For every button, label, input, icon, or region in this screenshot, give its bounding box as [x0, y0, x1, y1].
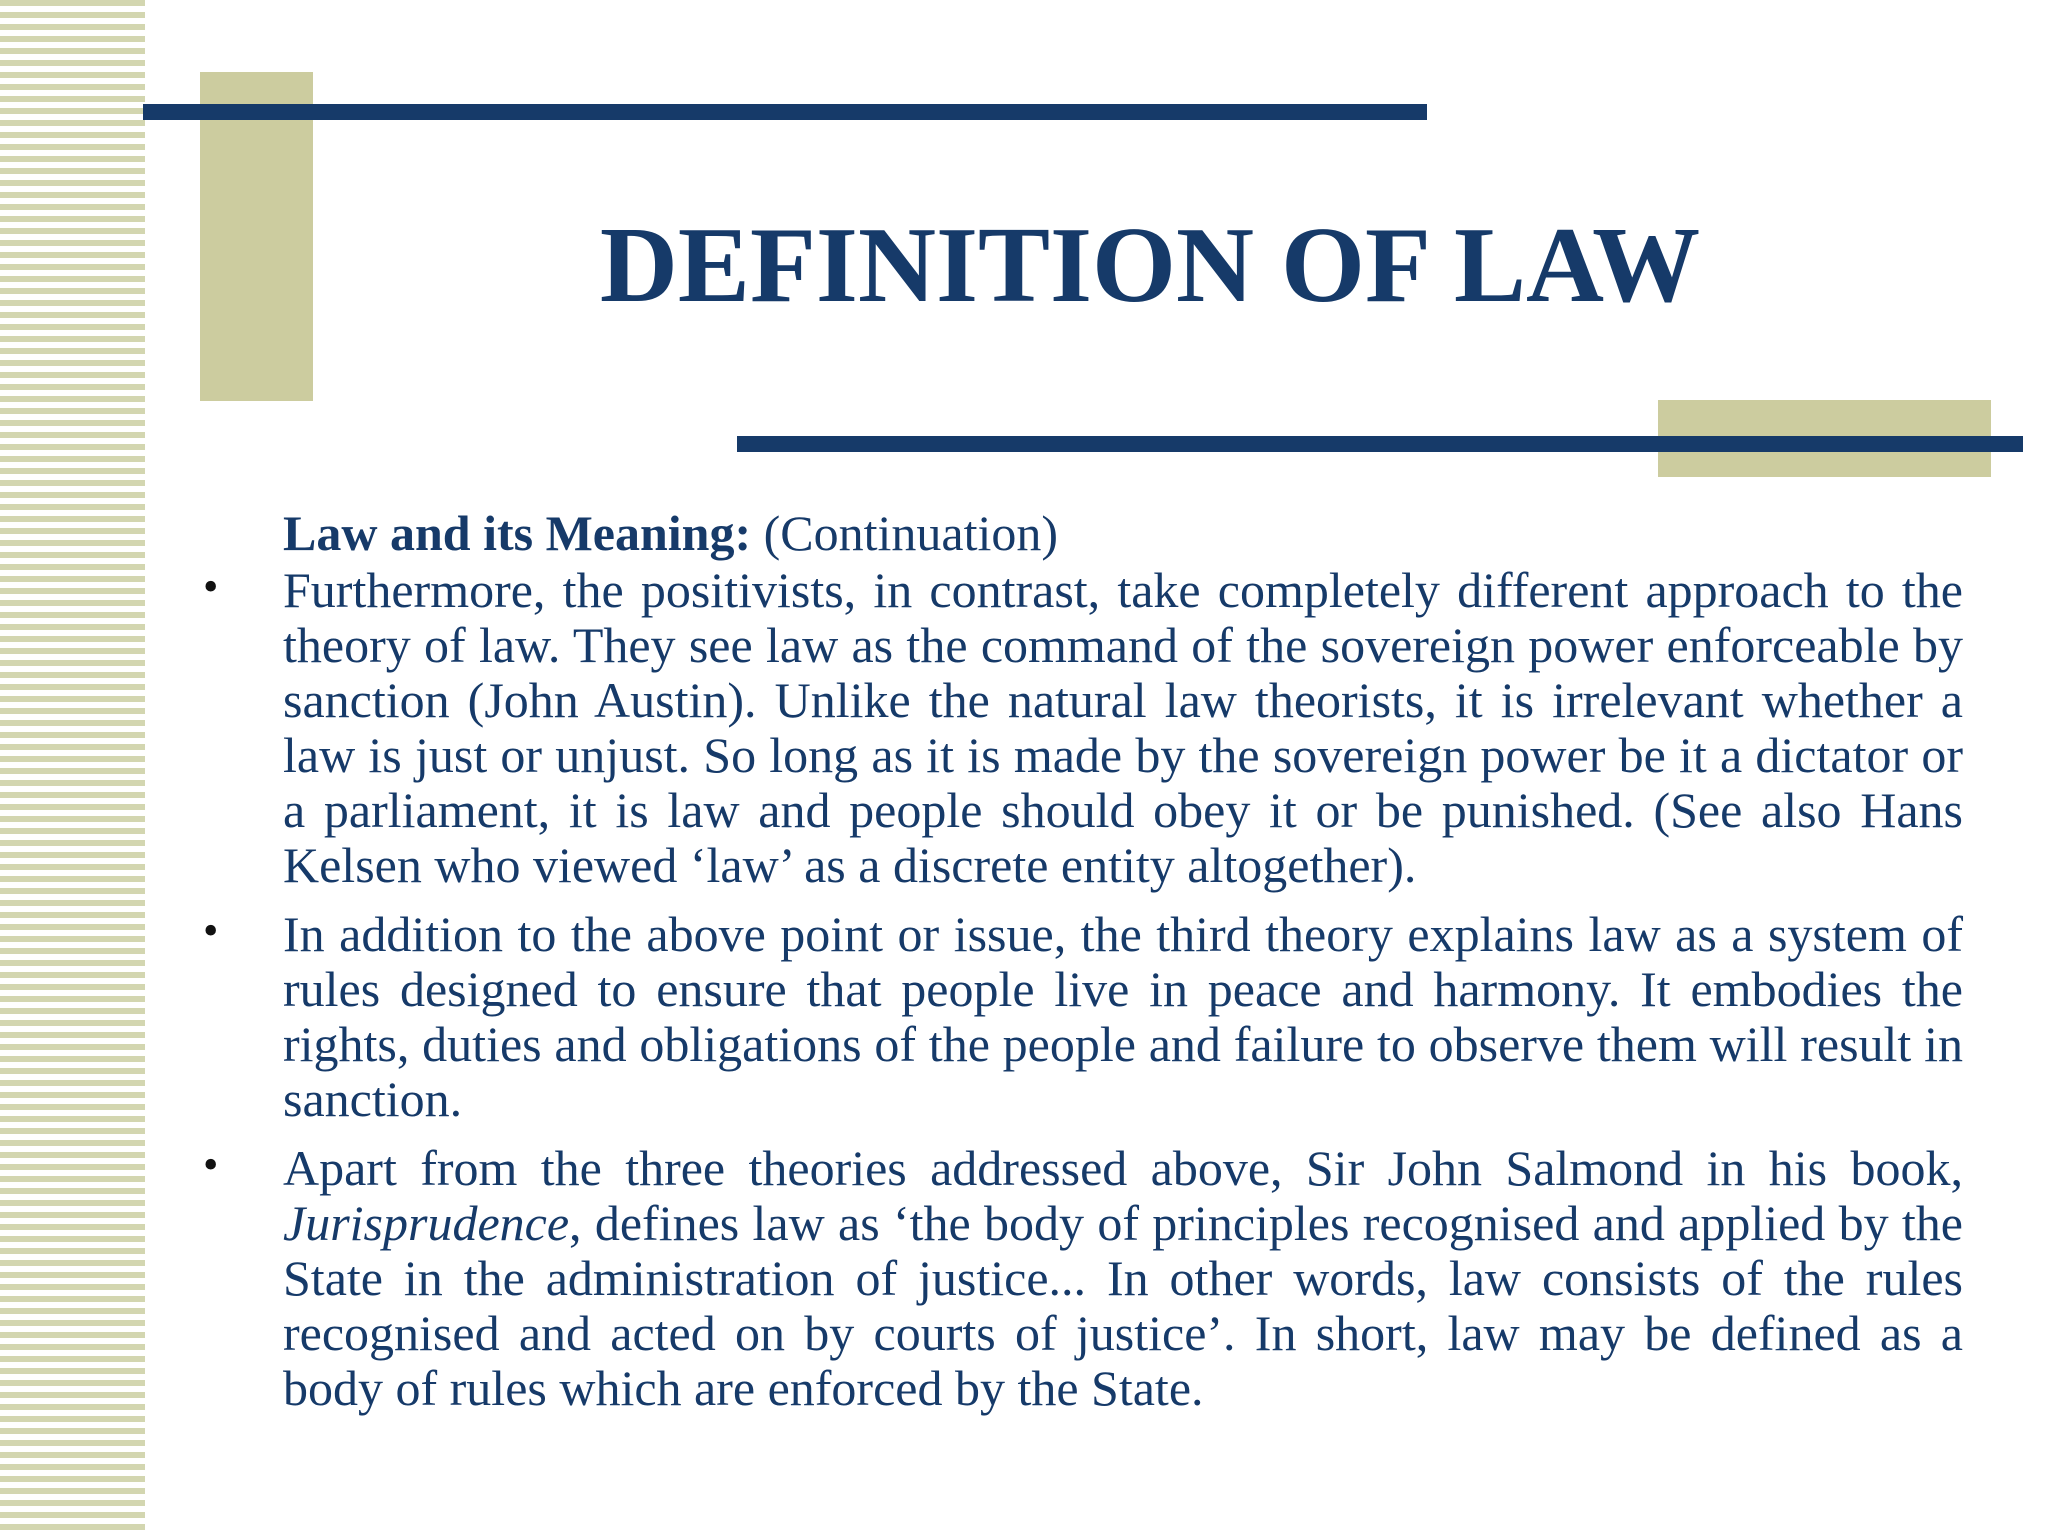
bullet-icon: • — [203, 1140, 219, 1189]
list-item — [203, 1140, 1963, 1416]
bullet-text: In addition to the above point or issue, the third theory explains law as a system of rules designed to ensure that people live in peace and harmony. It embodies the rights, duties and obligations of the people and failure to observe them will result in sanction. — [283, 906, 1963, 1127]
slide-title: DEFINITION OF LAW — [599, 206, 1701, 325]
subheading — [283, 506, 1963, 561]
decorative-navy-line-top — [143, 104, 1427, 120]
decorative-navy-line-bottom — [737, 436, 2023, 452]
bullet-text-after: , defines law as ‘the body of principles recognised and applied by the State in the administration of justice... In other words, law consists of the rules recognised and acted on by courts of justice’. In short, law may be defined as a body of rules which are enforced by the State. — [283, 1195, 1963, 1416]
left-stripe-pattern — [0, 0, 145, 1536]
slide-content — [203, 505, 1963, 1430]
list-item — [203, 906, 1963, 1127]
book-title: Jurisprudence — [283, 1195, 570, 1251]
bullet-text-before: Apart from the three theories addressed above, Sir John Salmond in his book, — [283, 1140, 1963, 1196]
decorative-tan-block-top — [200, 72, 313, 401]
bullet-icon: • — [203, 906, 219, 955]
bullet-text: Furthermore, the positivists, in contrast, take completely different approach to the theory of law. They see law as the command of the sovereign power enforceable by sanction (John Austin). Unlike the natural law theorists, it is irrelevant whether a law is just or unjust. So long as it is made by the sovereign power be it a dictator or a parliament, it is law and people should obey it or be punished. (See also Hans Kelsen who viewed ‘law’ as a discrete entity altogether). — [283, 562, 1963, 893]
bullet-icon: • — [203, 562, 219, 611]
subheading-rest: (Continuation) — [751, 505, 1059, 561]
list-item — [203, 562, 1963, 893]
bullet-list — [203, 562, 1963, 1416]
subheading-bold: Law and its Meaning: — [283, 505, 752, 561]
